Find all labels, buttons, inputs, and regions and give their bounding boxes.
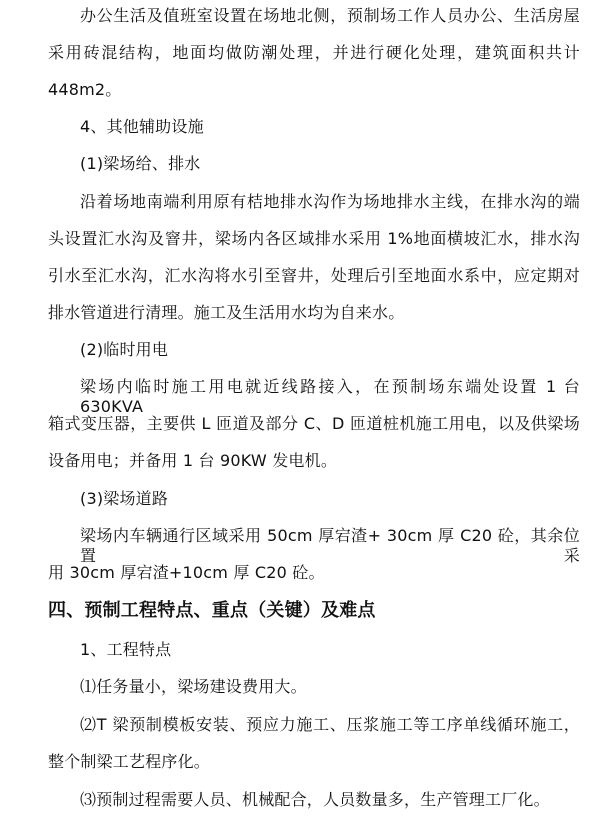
section-subheading: 1、工程特点	[80, 640, 172, 659]
item-heading: (2)临时用电	[80, 340, 169, 359]
paragraph-line: 梁场内车辆通行区域采用 50cm 厚宕渣+ 30cm 厚 C20 砼，其余位置采	[80, 526, 580, 565]
section-subheading: 4、其他辅助设施	[80, 117, 204, 136]
paragraph-line: 头设置汇水沟及窨井，梁场内各区域排水采用 1%地面横坡汇水，排水沟	[48, 229, 580, 248]
paragraph-line: 沿着场地南端利用原有桔地排水沟作为场地排水主线，在排水沟的端	[80, 192, 580, 211]
paragraph-line: 排水管道进行清理。施工及生活用水均为自来水。	[48, 303, 405, 322]
paragraph-line: 设备用电；并备用 1 台 90KW 发电机。	[48, 451, 338, 470]
paragraph-line: 办公生活及值班室设置在场地北侧，预制场工作人员办公、生活房屋	[80, 6, 580, 25]
paragraph-line: 448m2。	[48, 80, 122, 99]
list-item: ⑶预制过程需要人员、机械配合，人员数量多，生产管理工厂化。	[80, 790, 550, 809]
paragraph-line: 引水至汇水沟，汇水沟将水引至窨井，处理后引至地面水系中，应定期对	[48, 266, 580, 285]
list-item: ⑵T 梁预制模板安装、预应力施工、压浆施工等工序单线循环施工，	[80, 715, 580, 734]
item-heading: (3)梁场道路	[80, 489, 169, 508]
paragraph-line: 采用砖混结构，地面均做防潮处理，并进行硬化处理，建筑面积共计	[48, 43, 580, 62]
paragraph-line: 用 30cm 厚宕渣+10cm 厚 C20 砼。	[48, 563, 325, 582]
item-heading: (1)梁场给、排水	[80, 154, 201, 173]
paragraph-line: 整个制梁工艺程序化。	[48, 752, 211, 771]
paragraph-line: 箱式变压器，主要供 L 匝道及部分 C、D 匝道桩机施工用电，以及供梁场	[48, 414, 580, 433]
paragraph-line: 梁场内临时施工用电就近线路接入，在预制场东端处设置 1 台 630KVA	[80, 377, 580, 416]
list-item: ⑴任务量小，梁场建设费用大。	[80, 677, 307, 696]
section-heading: 四、预制工程特点、重点（关键）及难点	[48, 600, 376, 621]
